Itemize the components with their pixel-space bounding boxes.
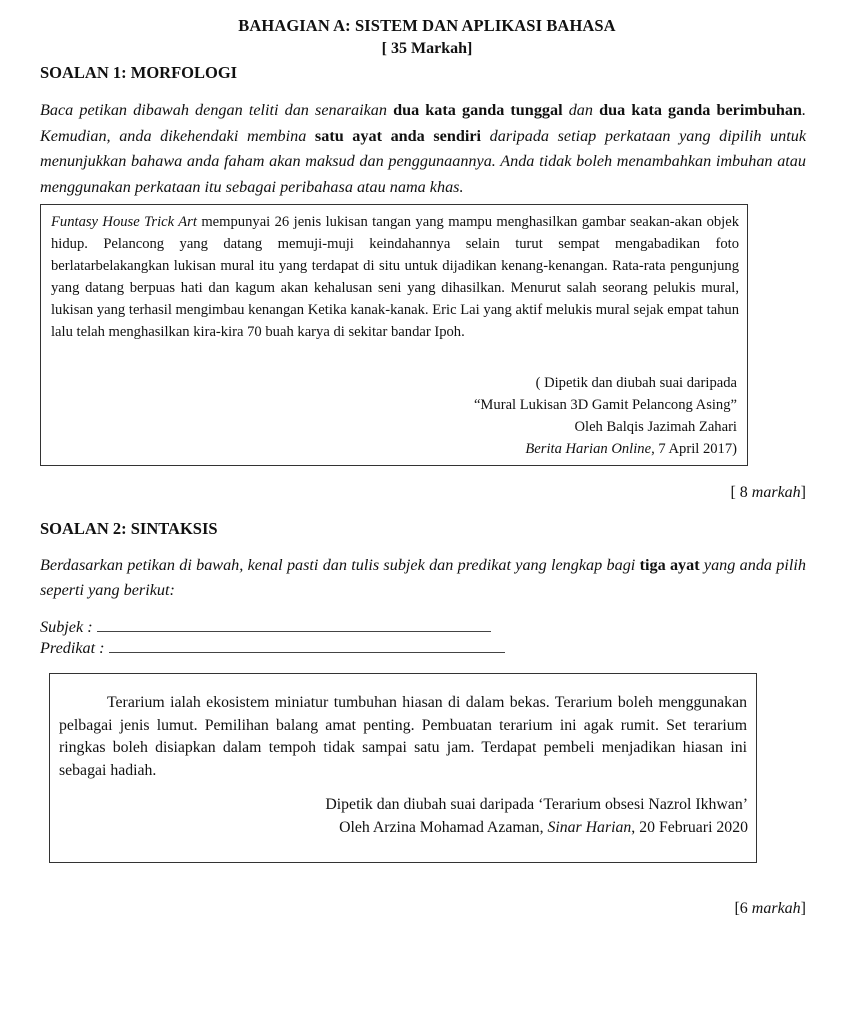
instr-bold: dua kata ganda tunggal (393, 101, 563, 119)
section-total-marks: [ 35 Markah] (381, 40, 473, 57)
passage-1-body: mempunyai 26 jenis lukisan tangan yang mampu menghasilkan gambar seakan-akan objek hidup. Pelancong yang datang memuji-muji keindahannya selain turut sempat mengabadikan foto berlatarbelakangkan lukisan mural itu yang terdapat di situ untuk dijadikan kenang-kenangan. Rata-rata pengunjung yang datang berpuas hati dan kagum akan kehalusan seni yang dihasilkan. Menurut salah seorang pelukis mural, lukisan yang terhasil mengimbau kenangan Ketika kanak-kanak. Eric Lai yang aktif melukis mural sejak empat tahun lalu telah menghasilkan kira-kira 70 buah karya di sekitar bandar Ipoh. (51, 214, 739, 340)
question-1-heading: SOALAN 1: MORFOLOGI (40, 63, 238, 82)
instr-text: Berdasarkan petikan di bawah, kenal pasti dan tulis subjek dan predikat yang lengkap bagi (40, 556, 640, 574)
source-line (474, 438, 737, 460)
passage-1-text (51, 211, 739, 343)
section-title: BAHAGIAN A: SISTEM DAN APLIKASI BAHASA (238, 16, 616, 35)
marks-close: ] (800, 484, 806, 501)
passage-box-1 (40, 204, 748, 466)
instr-text: Baca petikan dibawah dengan teliti dan senaraikan (40, 101, 394, 119)
source-date: , 20 Februari 2020 (631, 818, 748, 836)
source-publication: Berita Harian Online (525, 441, 652, 457)
marks-open: [6 (734, 900, 752, 917)
source-date: , 7 April 2017) (651, 441, 737, 457)
instr-text: yang anda pilih seperti yang berikut: (40, 556, 806, 599)
question-2-instruction (40, 553, 806, 603)
passage-1-italic-lead: Funtasy House Trick Art (51, 214, 197, 230)
source-line: “Mural Lukisan 3D Gamit Pelancong Asing” (473, 397, 737, 413)
predikat-field (40, 638, 505, 658)
instr-text: dan (562, 101, 600, 119)
passage-2-text: Terarium ialah ekosistem miniatur tumbuhan hiasan di dalam bekas. Terarium boleh menggunakan pelbagai jenis lumut. Pemilihan balang amat penting. Pembuatan terarium ini agak rumit. Set terarium ringkas boleh disiapkan dalam tempoh tidak sampai satu jam. Terdapat pembeli menjadikan hiasan ini sebagai hadiah. (59, 694, 747, 779)
passage-box-2 (49, 673, 757, 863)
question-2-marks (734, 900, 806, 918)
question-1-marks (730, 484, 806, 502)
predikat-answer-line[interactable] (109, 638, 505, 653)
source-publication: Sinar Harian (547, 818, 632, 836)
question-2-heading: SOALAN 2: SINTAKSIS (40, 519, 218, 538)
source-line: Dipetik dan diubah suai daripada ‘Terarium obsesi Nazrol Ikhwan’ (325, 796, 748, 813)
marks-close: ] (800, 900, 806, 917)
passage-1-source (474, 372, 737, 460)
instr-bold: satu ayat anda sendiri (314, 126, 482, 145)
instr-bold: dua kata ganda berimbuhan (599, 101, 802, 119)
instr-bold: tiga ayat (639, 556, 700, 574)
source-line (325, 817, 748, 840)
source-author: Oleh Arzina Mohamad Azaman, (339, 818, 548, 836)
instr-text: . Kemudian, anda dikehendaki membina (40, 101, 806, 145)
marks-open: [ 8 (730, 484, 752, 501)
source-line: Oleh Balqis Jazimah Zahari (574, 419, 737, 435)
subjek-field (40, 617, 491, 637)
marks-word: markah (751, 900, 801, 917)
marks-word: markah (751, 484, 801, 501)
question-1-instruction (40, 98, 806, 200)
predikat-label: Predikat : (40, 639, 109, 657)
subjek-answer-line[interactable] (97, 617, 491, 632)
subjek-label: Subjek : (40, 618, 97, 636)
source-line: ( Dipetik dan diubah suai daripada (535, 375, 737, 391)
instr-text: daripada setiap perkataan yang dipilih untuk menunjukkan bahawa anda faham akan maksud dan penggunaannya. Anda tidak boleh menambahkan imbuhan atau menggunakan perkataan itu sebagai peribahasa atau nama khas. (40, 126, 806, 196)
passage-2-source (325, 794, 748, 839)
